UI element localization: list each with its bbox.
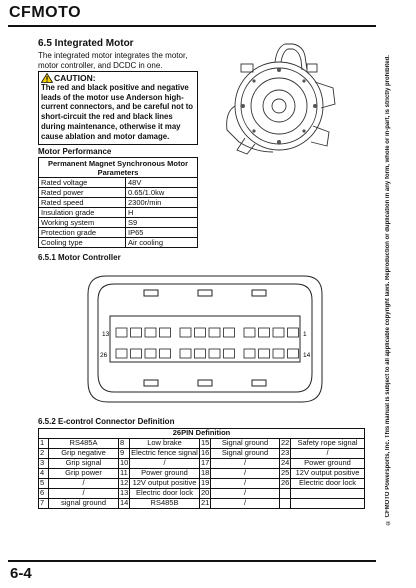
connector-26pin-diagram: [84, 270, 326, 408]
table-row: Protection grade IP65: [39, 228, 198, 238]
table-row: Insulation grade H: [39, 208, 198, 218]
bottom-row-pin-cavity: [244, 349, 255, 358]
warning-triangle-icon: [41, 73, 53, 83]
performance-title: Motor Performance: [38, 147, 112, 156]
integrated-motor-illustration: [215, 42, 345, 157]
pin-function: Electric door lock: [291, 479, 365, 489]
pin-function: Grip signal: [49, 459, 119, 469]
pin-function: /: [211, 479, 280, 489]
header-rule: [8, 25, 376, 27]
pin-number: 2: [39, 449, 49, 459]
pin-label-14: 14: [303, 352, 311, 359]
pin-function: RS485A: [49, 439, 119, 449]
pin-number: 19: [201, 478, 210, 488]
bottom-row-pin-cavity: [209, 349, 220, 358]
pin-label-13: 13: [102, 331, 110, 338]
pin-function: Power ground: [130, 469, 200, 479]
bottom-row-pin-cavity: [195, 349, 206, 358]
pin-number: 23: [281, 448, 290, 458]
pin-function: Electric door lock: [130, 489, 200, 499]
pin-function: /: [211, 469, 280, 479]
pin-number: 26: [281, 478, 290, 488]
table-row: Rated power 0.65/1.0kw: [39, 188, 198, 198]
top-row-pin-cavity: [288, 328, 299, 337]
table-row: [39, 479, 365, 489]
pin-number: [280, 489, 291, 499]
pin-function: signal ground: [49, 499, 119, 509]
pin-function: Signal ground: [211, 449, 280, 459]
caution-text: The red and black positive and negative leads of the motor use Anderson high-current connectors, and be careful not to short-circuit the red and black lines during maintenance, otherwise it may cause ablation and motor damage.: [41, 83, 194, 141]
table-row: [39, 449, 365, 459]
bottom-row-pin-cavity: [224, 349, 235, 358]
pin-number: 16: [201, 448, 210, 458]
top-row-pin-cavity: [116, 328, 127, 337]
pin-function: 12V output positive: [291, 469, 365, 479]
pin-number: 9: [119, 449, 130, 459]
pin-label-1: 1: [303, 331, 307, 338]
pin-function: /: [130, 459, 200, 469]
section-intro: The integrated motor integrates the motor, motor controller, and DCDC in one.: [38, 51, 188, 70]
pin-number: 13: [120, 488, 129, 498]
pin-function: Low brake: [130, 439, 200, 449]
pin-number: 3: [39, 459, 49, 469]
pin-number: [280, 499, 291, 509]
table-row: [39, 459, 365, 469]
bottom-row-pin-cavity: [288, 349, 299, 358]
table-row: Cooling type Air cooling: [39, 238, 198, 248]
top-row-pin-cavity: [180, 328, 191, 337]
top-row-pin-cavity: [224, 328, 235, 337]
caution-box: [38, 71, 198, 145]
connector-definition-title: 6.5.2 E-control Connector Definition: [38, 417, 175, 426]
bottom-row-pin-cavity: [160, 349, 171, 358]
pin-function: Grip negative: [49, 449, 119, 459]
pin-number: 12: [120, 478, 129, 488]
bottom-row-pin-cavity: [131, 349, 142, 358]
pin-number: 18: [201, 468, 210, 478]
pin-number: 8: [119, 439, 130, 449]
performance-table: [38, 157, 198, 248]
table-row: Rated voltage 48V: [39, 178, 198, 188]
top-row-pin-cavity: [209, 328, 220, 337]
pin-number: 17: [201, 458, 210, 468]
top-row-pin-cavity: [145, 328, 156, 337]
top-row-pin-cavity: [244, 328, 255, 337]
table-row: [39, 469, 365, 479]
pin-function: /: [291, 449, 365, 459]
footer-rule: [8, 560, 376, 562]
performance-table-header: Permanent Magnet Synchronous Motor Parameters: [39, 158, 198, 178]
pin-table-title: 26PIN Definition: [39, 429, 365, 439]
pin-function: Power ground: [291, 459, 365, 469]
table-row: Working system S9: [39, 218, 198, 228]
pin-function: RS485B: [130, 499, 200, 509]
motor-controller-title: 6.5.1 Motor Controller: [38, 253, 121, 262]
pin-function: Grip power: [49, 469, 119, 479]
pin-label-26: 26: [100, 352, 108, 359]
bottom-row-pin-cavity: [145, 349, 156, 358]
top-row-pin-cavity: [160, 328, 171, 337]
table-row: [39, 489, 365, 499]
pin-number: 6: [39, 489, 49, 499]
top-row-pin-cavity: [259, 328, 270, 337]
pin-function: 12V output positive: [130, 479, 200, 489]
caution-header: [41, 73, 195, 83]
pin-number: 25: [281, 468, 290, 478]
pin-function: /: [211, 499, 280, 509]
pin-number: 5: [39, 479, 49, 489]
pin-function: /: [211, 459, 280, 469]
pin-number: 7: [39, 499, 49, 509]
pin-number: 10: [120, 458, 129, 468]
table-row: [39, 439, 365, 449]
pin-number: 21: [201, 498, 210, 508]
copyright-side-note: © CFMOTO Powersports, Inc. This manual is subject to all applicable copyright laws. Reproduction or duplication in any form, whole or in-part, is strictly prohibited.: [385, 55, 391, 525]
bottom-row-pin-cavity: [273, 349, 284, 358]
pin-number: 11: [120, 468, 128, 478]
pin-number: 1: [39, 439, 49, 449]
pin-function: Signal ground: [211, 439, 280, 449]
caution-label: CAUTION:: [54, 73, 96, 83]
pin-number: 24: [281, 458, 290, 468]
section-title: 6.5 Integrated Motor: [38, 38, 134, 49]
pin-number: 22: [281, 438, 290, 448]
top-row-pin-cavity: [131, 328, 142, 337]
bottom-row-pin-cavity: [259, 349, 270, 358]
brand-logo-text: CFMOTO: [9, 4, 82, 21]
pin-function: [291, 499, 365, 509]
pin-number: 20: [201, 488, 210, 498]
table-row: [39, 499, 365, 509]
pin-function: Electric fence signal: [131, 448, 198, 458]
pin-function: /: [49, 479, 119, 489]
pin-number: 4: [39, 469, 49, 479]
top-row-pin-cavity: [195, 328, 206, 337]
pin-function: Safety rope signal: [291, 439, 365, 449]
pin-function: [291, 489, 365, 499]
page-number: 6-4: [10, 565, 32, 582]
bottom-row-pin-cavity: [116, 349, 127, 358]
pin-function: /: [211, 489, 280, 499]
connector-pin-table: [38, 428, 365, 509]
table-row: Rated speed 2300r/min: [39, 198, 198, 208]
pin-function: /: [49, 489, 119, 499]
top-row-pin-cavity: [273, 328, 284, 337]
pin-number: 14: [120, 498, 129, 508]
pin-number: 15: [201, 438, 210, 448]
bottom-row-pin-cavity: [180, 349, 191, 358]
